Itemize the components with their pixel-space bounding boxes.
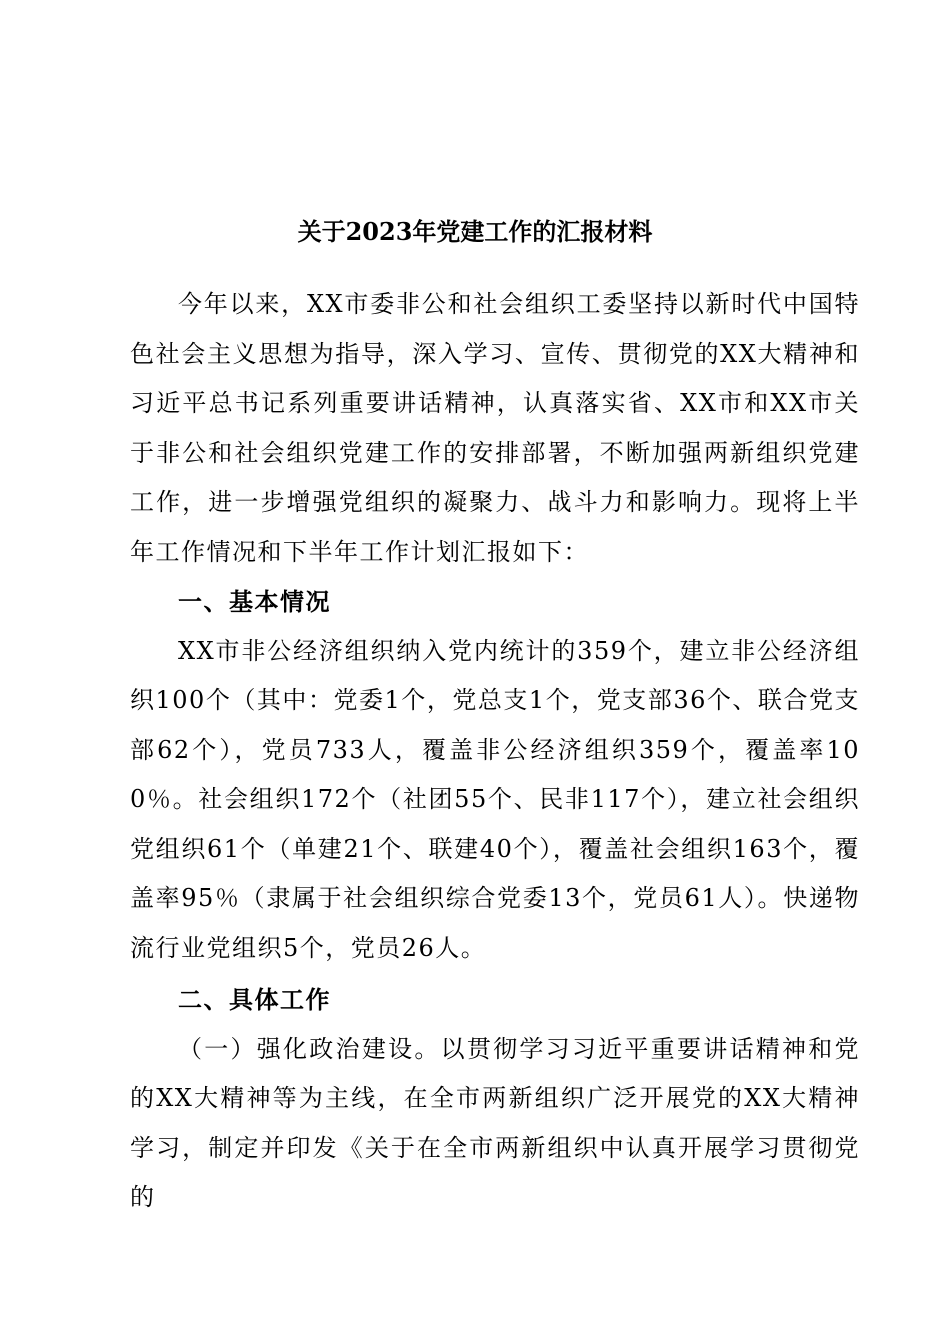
section-heading-basic-situation: 一、基本情况 (178, 587, 331, 616)
document-body (130, 280, 860, 1223)
specific-work-paragraph: （一）强化政治建设。以贯彻学习习近平重要讲话精神和党的XX大精神等为主线，在全市两新组织广泛开展党的XX大精神学习，制定并印发《关于在全市两新组织中认真开展学习贯彻党的 (130, 1034, 860, 1211)
section-heading-specific-work: 二、具体工作 (178, 985, 331, 1014)
intro-paragraph: 今年以来，XX市委非公和社会组织工委坚持以新时代中国特色社会主义思想为指导，深入学习、宣传、贯彻党的XX大精神和习近平总书记系列重要讲话精神，认真落实省、XX市和XX市关于非公和社会组织党建工作的安排部署，不断加强两新组织党建工作，进一步增强党组织的凝聚力、战斗力和影响力。现将上半年工作情况和下半年工作计划汇报如下： (130, 290, 860, 566)
document-title: 关于2023年党建工作的汇报材料 (297, 217, 653, 246)
basic-situation-paragraph: XX市非公经济组织纳入党内统计的359个，建立非公经济组织100个（其中：党委1个，党总支1个，党支部36个、联合党支部62个），党员733人，覆盖非公经济组织359个，覆盖率100％。社会组织172个（社团55个、民非117个），建立社会组织党组织61个（单建21个、联建40个），覆盖社会组织163个，覆盖率95％（隶属于社会组织综合党委13个，党员61人）。快递物流行业党组织5个，党员26人。 (130, 636, 860, 962)
